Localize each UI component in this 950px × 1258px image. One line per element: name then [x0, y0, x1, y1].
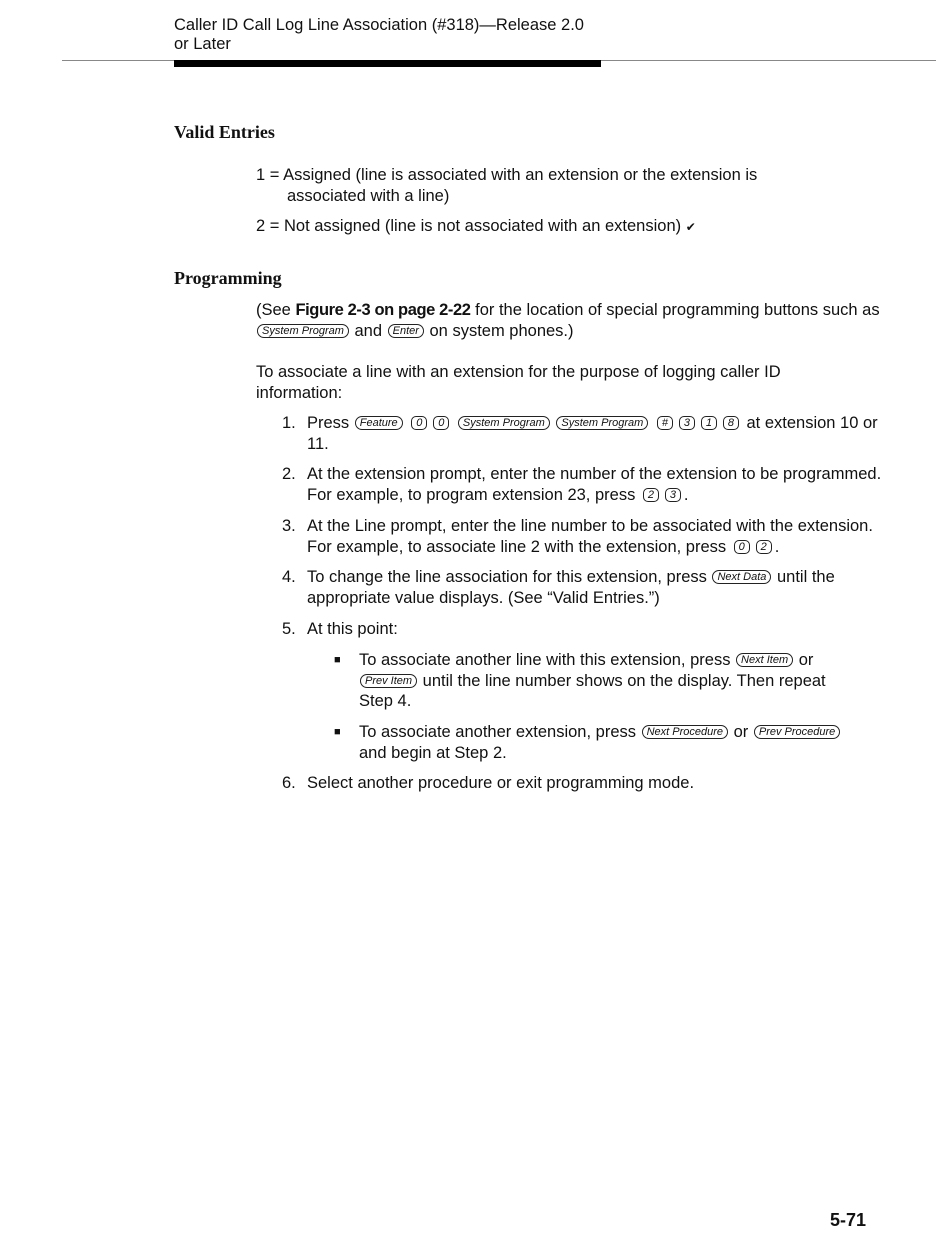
step-3: 3. At the Line prompt, enter the line number to be associated with the extension. For example, to associate line 2 with the extension, press 0 2 . [282, 517, 873, 556]
see-figure-note: (See Figure 2-3 on page 2-22 for the location of special programming buttons such as System Program and Enter on system phones.) [256, 301, 880, 340]
next-item-key: Next Item [736, 653, 793, 667]
bullet-square-icon: ■ [334, 726, 341, 738]
digit-3-key: 3 [665, 488, 681, 502]
figure-reference: Figure 2-3 on page 2-22 [295, 301, 471, 319]
intro-paragraph: To associate a line with an extension for the purpose of logging caller ID information: [256, 363, 781, 402]
bullet-square-icon: ■ [334, 654, 341, 666]
header-bar [174, 60, 601, 67]
feature-key: Feature [355, 416, 403, 430]
digit-2-key: 2 [643, 488, 659, 502]
valid-entry-2: 2 = Not assigned (line is not associated with an extension) ✔ [256, 217, 696, 235]
prev-procedure-key: Prev Procedure [754, 725, 840, 739]
step-5-bullet-1: ■ To associate another line with this extension, press Next Item or Prev Item until the line number shows on the display. Then repeat Step 4. [334, 651, 826, 710]
step-2: 2. At the extension prompt, enter the number of the extension to be programmed. For example, to program extension 23, press 2 3 . [282, 465, 882, 504]
digit-2-key: 2 [756, 540, 772, 554]
digit-0-key: 0 [433, 416, 449, 430]
page-number: 5-71 [830, 1210, 867, 1230]
digit-0-key: 0 [411, 416, 427, 430]
system-program-key: System Program [458, 416, 550, 430]
hash-key: # [657, 416, 673, 430]
enter-key: Enter [388, 324, 424, 338]
digit-0-key: 0 [734, 540, 750, 554]
programming-heading: Programming [174, 268, 282, 288]
prev-item-key: Prev Item [360, 674, 417, 688]
next-data-key: Next Data [712, 570, 771, 584]
valid-entry-1: 1 = Assigned (line is associated with an extension or the extension is associated with a line) [256, 166, 758, 205]
digit-8-key: 8 [723, 416, 739, 430]
header-title: Caller ID Call Log Line Association (#318)—Release 2.0 or Later [174, 16, 584, 53]
digit-3-key: 3 [679, 416, 695, 430]
system-program-key: System Program [257, 324, 349, 338]
system-program-key: System Program [556, 416, 648, 430]
next-procedure-key: Next Procedure [642, 725, 728, 739]
step-4: 4. To change the line association for this extension, press Next Data until the appropriate value displays. (See “Valid Entries.”) [282, 568, 835, 607]
valid-entries-heading: Valid Entries [174, 122, 275, 142]
default-checkmark-icon: ✔ [685, 220, 696, 234]
step-5-bullet-2: ■ To associate another extension, press Next Procedure or Prev Procedure and begin at Step 2. [334, 722, 864, 764]
digit-1-key: 1 [701, 416, 717, 430]
step-6: 6. Select another procedure or exit programming mode. [282, 774, 695, 792]
step-5: 5. At this point: [282, 620, 398, 638]
step-1: 1. Press Feature 0 0 System Program System Program # 3 1 8 at extension 10 or 11. [282, 414, 878, 453]
